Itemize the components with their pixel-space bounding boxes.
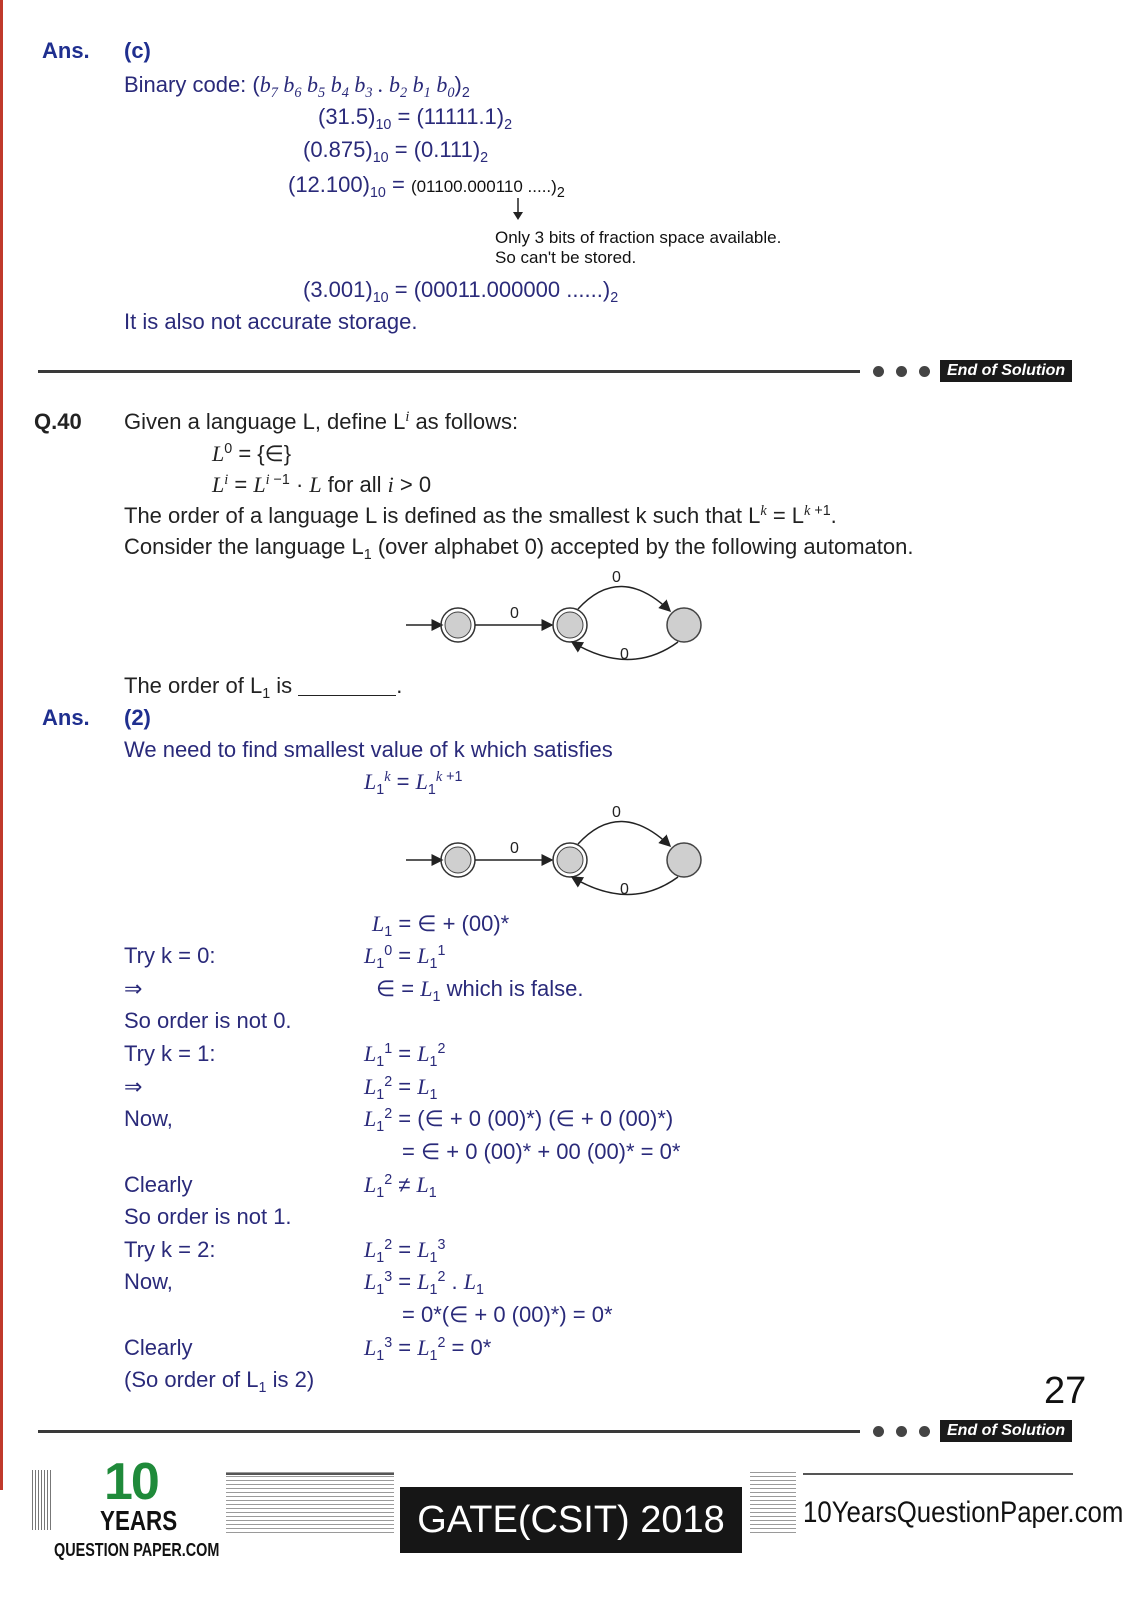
eq-k0: $L_1^0 = L_1^1$	[364, 943, 446, 972]
try-k1: Try k = 1:	[124, 1041, 216, 1066]
separator-dot	[896, 366, 907, 377]
logo-subtitle: QUESTION PAPER.COM	[54, 1540, 220, 1560]
footer-stripes-left	[226, 1472, 394, 1534]
svg-text:0: 0	[612, 804, 621, 821]
svg-text:0: 0	[620, 881, 629, 898]
separator-dot	[873, 366, 884, 377]
final-answer: (So order of $L_1$ is 2)	[124, 1367, 315, 1396]
svg-text:0: 0	[612, 569, 621, 586]
order-definition: The order of a language L is defined as the smallest k such that $L^k = L^{k +1}$.	[124, 503, 837, 528]
q39-ans-value: (c)	[124, 38, 151, 63]
order-question: The order of $L_1$ is .	[124, 673, 403, 702]
eq-k1-b: $L_1^2 = L_1$	[364, 1074, 438, 1103]
end-of-solution-badge: End of Solution	[940, 1420, 1072, 1442]
definition-2: $L^i = L^{i -1} \cdot L$ for all i > 0	[212, 472, 432, 497]
eq-k2-b: $L_1^3 = L_1^2$ . $L_1$	[364, 1269, 484, 1298]
logo-ten: 10	[104, 1453, 158, 1511]
separator-dot	[919, 1426, 930, 1437]
automaton-diagram-2	[400, 800, 720, 900]
svg-text:0: 0	[510, 605, 519, 622]
footer-stripes-right	[750, 1472, 796, 1534]
conversion-2: $(0.875)_{10} = (0.111)_2$	[303, 137, 489, 166]
q40-ans-intro: We need to find smallest value of k which satisfies	[124, 737, 613, 762]
not-order-0: So order is not 0.	[124, 1008, 292, 1033]
neq-1: $L_1^2 \ne L_1$	[364, 1172, 437, 1201]
eq-k2: $L_1^2 = L_1^3$	[364, 1237, 446, 1266]
expand-2: = ∈ + 0 (00)* + 00 (00)* = 0*	[402, 1139, 681, 1164]
separator-dot	[896, 1426, 907, 1437]
footer-top-rule-left	[226, 1473, 394, 1475]
implies-2: ⇒	[124, 1074, 143, 1099]
consider-language: Consider the language $L_1$ (over alphabet 0) accepted by the following automaton.	[124, 534, 914, 563]
now-1: Now,	[124, 1106, 173, 1131]
q40-ans-label: Ans.	[42, 705, 90, 730]
q39-ans-label: Ans.	[42, 38, 90, 63]
binary-code-prefix: Binary code: (	[124, 72, 260, 97]
footer-barcode-decoration	[32, 1470, 52, 1530]
left-margin-line	[0, 0, 3, 1490]
not-order-1: So order is not 1.	[124, 1204, 292, 1229]
definition-1: $L^0$ = {∈}	[212, 441, 292, 466]
conversion-3: $(12.100)_{10} = (01100.000110$ $.....)_2$	[288, 172, 565, 201]
eq-k0-result: ∈ = $L_1$ which is false.	[376, 976, 584, 1005]
automaton-diagram	[400, 565, 720, 665]
binary-code-bits: $b_7$ $b_6$ $b_5$ $b_4$ $b_3$ . $b_2$ $b_1$ $b_0$	[259, 72, 455, 101]
try-k2: Try k = 2:	[124, 1237, 216, 1262]
footer-top-rule	[803, 1473, 1073, 1475]
expand-1: $L_1^2$ = (∈ + 0 (00)*) (∈ + 0 (00)*)	[364, 1106, 674, 1135]
question-intro: Given a language L, define $L^i$ as follows:	[124, 409, 519, 434]
clearly-1: Clearly	[124, 1172, 193, 1197]
q40-ans-value: (2)	[124, 705, 151, 730]
end-of-solution-badge: End of Solution	[940, 360, 1072, 382]
equation-target: $L_1^k = L_1^{k +1}$	[364, 769, 463, 798]
separator-dot	[873, 1426, 884, 1437]
eq-final: $L_1^3 = L_1^2 = 0*$	[364, 1335, 492, 1364]
fraction-note-2: So can't be stored.	[495, 248, 637, 267]
try-k0: Try k = 0:	[124, 943, 216, 968]
expand-3: = 0*(∈ + 0 (00)*) = 0*	[402, 1302, 613, 1327]
eq-k1: $L_1^1 = L_1^2$	[364, 1041, 446, 1070]
question-number: Q.40	[34, 409, 82, 434]
conversion-4: $(3.001)_{10} = (00011.000000$ $......)_2$	[303, 277, 619, 306]
page-number: 27	[1044, 1370, 1087, 1412]
l1-definition: $L_1$ = ∈ + (00)*	[372, 911, 510, 940]
separator-dot	[919, 366, 930, 377]
conversion-1: $(31.5)_{10} = (11111.1)_2$	[318, 104, 513, 133]
down-arrow-icon	[510, 198, 526, 222]
logo-years: YEARS	[100, 1505, 178, 1536]
now-2: Now,	[124, 1269, 173, 1294]
implies-1: ⇒	[124, 976, 143, 1001]
site-url: 10YearsQuestionPaper.com	[803, 1496, 1124, 1529]
separator-rule	[38, 1430, 860, 1433]
exam-title-badge: GATE(CSIT) 2018	[400, 1487, 742, 1553]
clearly-2: Clearly	[124, 1335, 193, 1360]
q39-conclusion: It is also not accurate storage.	[124, 309, 418, 334]
binary-code-line: Binary code: ($b_7$ $b_6$ $b_5$ $b_4$ $b_3$ . $b_2$ $b_1$ $b_0)_2$	[124, 72, 470, 101]
fraction-note-1: Only 3 bits of fraction space available.	[495, 228, 782, 247]
svg-text:0: 0	[510, 840, 519, 857]
svg-text:0: 0	[620, 646, 629, 663]
separator-rule	[38, 370, 860, 373]
